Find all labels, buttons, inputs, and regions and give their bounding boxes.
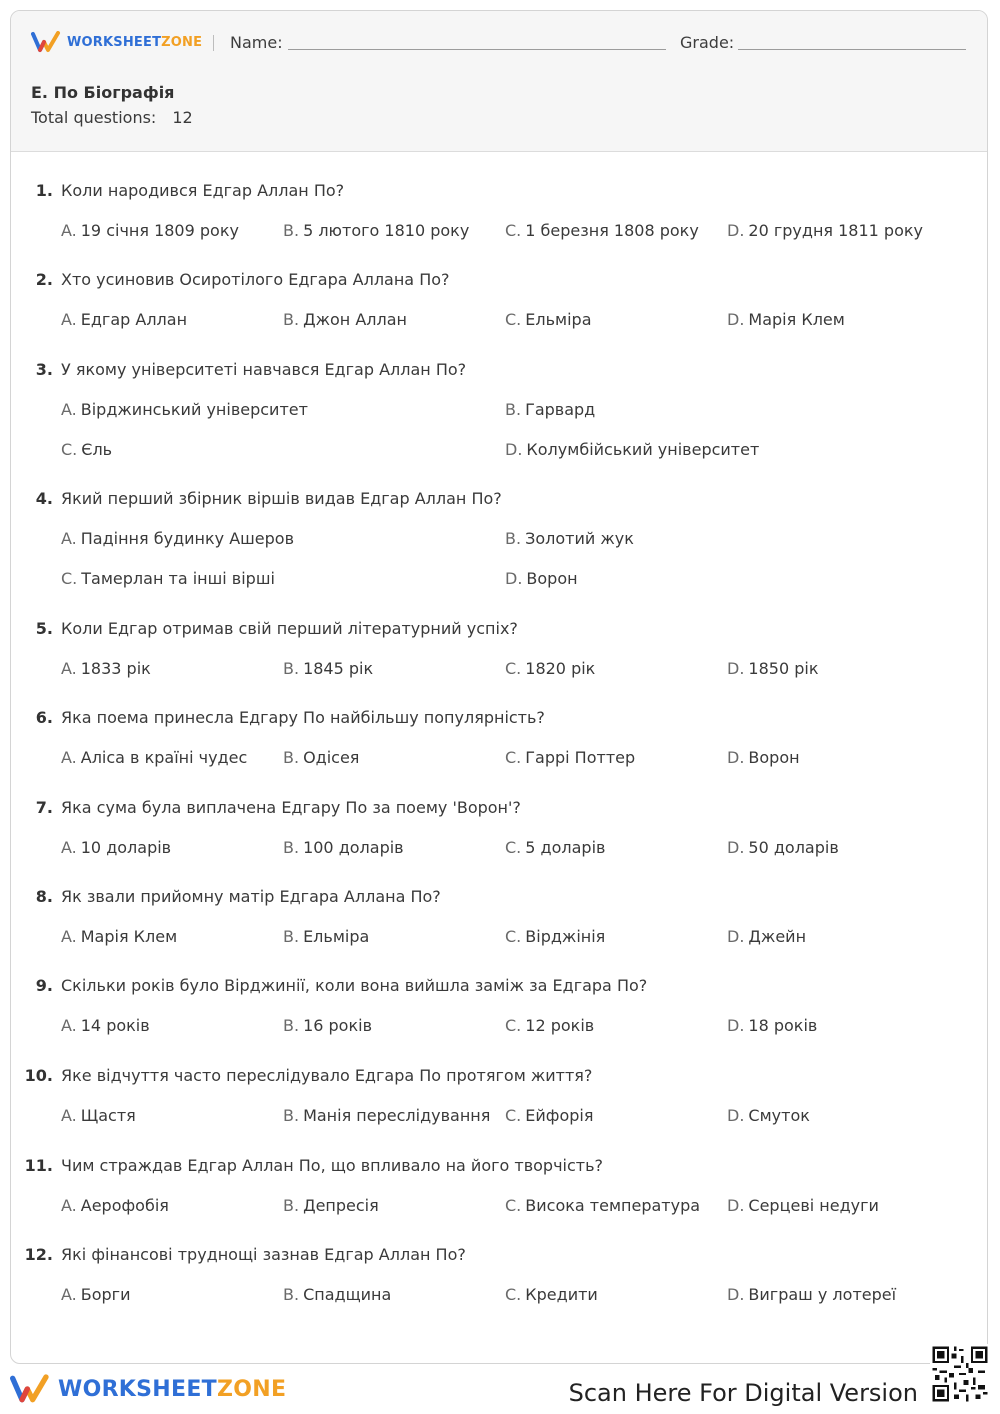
footer-logo (10, 1374, 286, 1404)
answer-option[interactable] (727, 927, 806, 946)
option-letter: C. (61, 569, 78, 588)
answer-option[interactable] (727, 221, 923, 240)
question-number: 8. (35, 887, 53, 906)
question-text: Коли Едгар отримав свій перший літературний успіх? (61, 619, 518, 638)
option-text: Гаррі Поттер (525, 748, 636, 767)
option-letter: A. (61, 748, 77, 767)
option-letter: C. (505, 838, 522, 857)
option-letter: A. (61, 400, 77, 419)
option-text: 50 доларів (748, 838, 839, 857)
option-text: Колумбійський університет (526, 440, 760, 459)
option-text: Спадщина (303, 1285, 392, 1304)
answer-option[interactable] (505, 310, 592, 329)
question-text: Чим страждав Едгар Аллан По, що впливало на його творчість? (61, 1156, 604, 1175)
option-text: Висока температура (525, 1196, 701, 1215)
option-letter: B. (283, 748, 300, 767)
answer-option[interactable] (727, 1196, 879, 1215)
answer-option[interactable] (505, 838, 605, 857)
option-letter: C. (505, 748, 522, 767)
question-text: Яка сума була виплачена Едгару По за поему 'Ворон'? (61, 798, 521, 817)
option-text: Джон Аллан (303, 310, 407, 329)
option-letter: A. (61, 310, 77, 329)
option-letter: D. (505, 440, 523, 459)
option-text: Одісея (303, 748, 360, 767)
brand-worksheet: WORKSHEET (67, 34, 162, 50)
answer-option[interactable] (283, 838, 404, 857)
total-questions-label: Total questions: (31, 108, 157, 127)
option-letter: D. (727, 221, 745, 240)
answer-option[interactable] (61, 1016, 150, 1035)
option-text: Єль (81, 440, 113, 459)
option-letter: A. (61, 1285, 77, 1304)
question-text: Як звали прийомну матір Едгара Аллана По? (61, 887, 441, 906)
option-letter: A. (61, 838, 77, 857)
answer-option[interactable] (61, 310, 187, 329)
option-text: Ворон (526, 569, 578, 588)
answer-option[interactable] (505, 1285, 598, 1304)
option-text: Ельміра (303, 927, 370, 946)
option-text: Падіння будинку Ашеров (80, 529, 295, 548)
option-text: 18 років (748, 1016, 818, 1035)
question-number: 12. (24, 1245, 53, 1264)
option-text: Серцеві недуги (748, 1196, 879, 1215)
header-brand (67, 35, 202, 50)
scan-text: Scan Here For Digital Version (568, 1379, 918, 1407)
worksheetzone-logo-icon (31, 31, 61, 53)
option-letter: A. (61, 1106, 77, 1125)
option-text: 14 років (80, 1016, 150, 1035)
option-letter: D. (727, 1196, 745, 1215)
answer-option[interactable] (505, 1016, 594, 1035)
answer-option[interactable] (61, 221, 239, 240)
answer-option[interactable] (61, 659, 151, 678)
answer-option[interactable] (283, 748, 359, 767)
answer-option[interactable] (505, 1106, 593, 1125)
option-text: Вірджінія (525, 927, 606, 946)
option-text: Гарвард (525, 400, 596, 419)
question-text: Коли народився Едгар Аллан По? (61, 181, 345, 200)
option-letter: B. (283, 1196, 300, 1215)
answer-option[interactable] (505, 440, 759, 459)
option-text: Кредити (525, 1285, 598, 1304)
option-text: Ейфорія (525, 1106, 594, 1125)
option-letter: C. (505, 927, 522, 946)
answer-option[interactable] (727, 1106, 810, 1125)
answer-option[interactable] (61, 1285, 130, 1304)
option-text: Щастя (80, 1106, 136, 1125)
option-text: Джейн (748, 927, 807, 946)
option-text: Виграш у лотереї (748, 1285, 897, 1304)
option-text: 20 грудня 1811 року (748, 221, 923, 240)
option-text: 1850 рік (748, 659, 819, 678)
option-letter: B. (283, 1106, 300, 1125)
option-text: Марія Клем (748, 310, 845, 329)
question-text: Який перший збірник віршів видав Едгар Аллан По? (61, 489, 502, 508)
brand-zone: ZONE (161, 34, 203, 50)
answer-option[interactable] (61, 1196, 169, 1215)
option-letter: D. (727, 927, 745, 946)
option-letter: D. (727, 838, 745, 857)
answer-option[interactable] (505, 569, 578, 588)
option-letter: C. (505, 310, 522, 329)
answer-option[interactable] (283, 927, 369, 946)
grade-label: Grade: (680, 33, 735, 52)
header-logo (31, 31, 202, 53)
option-text: Борги (80, 1285, 131, 1304)
option-letter: D. (727, 659, 745, 678)
answer-option[interactable] (505, 659, 595, 678)
answer-option[interactable] (727, 310, 845, 329)
option-text: Едгар Аллан (80, 310, 188, 329)
answer-option[interactable] (505, 529, 634, 548)
answer-option[interactable] (727, 1285, 896, 1304)
answer-option[interactable] (283, 1016, 372, 1035)
option-letter: C. (505, 1285, 522, 1304)
question-text: Скільки років було Вірджинії, коли вона вийшла заміж за Едгара По? (61, 976, 648, 995)
option-text: Марія Клем (80, 927, 178, 946)
option-letter: B. (283, 659, 300, 678)
answer-option[interactable] (505, 748, 635, 767)
option-letter: D. (727, 310, 745, 329)
answer-option[interactable] (283, 1196, 379, 1215)
option-text: Депресія (303, 1196, 379, 1215)
header-divider (213, 35, 214, 51)
answer-option[interactable] (61, 1106, 136, 1125)
footer-brand (58, 1377, 286, 1402)
grade-field[interactable] (738, 49, 966, 50)
question-text: Які фінансові труднощі зазнав Едгар Аллан По? (61, 1245, 466, 1264)
name-field[interactable] (288, 49, 666, 50)
question-number: 9. (35, 976, 53, 995)
option-text: 10 доларів (80, 838, 172, 857)
option-letter: D. (505, 569, 523, 588)
option-letter: A. (61, 1016, 77, 1035)
question-number: 1. (35, 181, 53, 200)
answer-option[interactable] (61, 927, 177, 946)
option-text: 16 років (303, 1016, 372, 1035)
question-text: У якому університеті навчався Едгар Аллан По? (61, 360, 467, 379)
option-letter: A. (61, 529, 77, 548)
option-text: 1 березня 1808 року (525, 221, 699, 240)
answer-option[interactable] (505, 221, 699, 240)
option-letter: B. (283, 1016, 300, 1035)
option-letter: D. (727, 1016, 745, 1035)
answer-option[interactable] (727, 1016, 817, 1035)
question-text: Яке відчуття часто переслідувало Едгара По протягом життя? (61, 1066, 593, 1085)
option-letter: C. (505, 1196, 522, 1215)
option-text: 5 лютого 1810 року (303, 221, 470, 240)
option-text: Золотий жук (525, 529, 634, 548)
option-text: Аерофобія (80, 1196, 169, 1215)
option-letter: A. (61, 927, 77, 946)
option-letter: C. (505, 659, 522, 678)
answer-option[interactable] (283, 221, 469, 240)
option-letter: D. (727, 748, 745, 767)
option-text: 100 доларів (303, 838, 404, 857)
option-letter: D. (727, 1106, 745, 1125)
question-number: 5. (35, 619, 53, 638)
question-number: 6. (35, 708, 53, 727)
qr-code-icon[interactable] (930, 1344, 990, 1404)
footer-brand-worksheet: WORKSHEET (58, 1376, 217, 1402)
option-text: 12 років (525, 1016, 595, 1035)
option-text: 1820 рік (525, 659, 596, 678)
option-letter: B. (283, 310, 300, 329)
answer-option[interactable] (283, 1106, 490, 1125)
name-label: Name: (230, 33, 283, 52)
option-letter: B. (283, 1285, 300, 1304)
question-number: 3. (35, 360, 53, 379)
answer-option[interactable] (505, 400, 595, 419)
option-text: 1845 рік (303, 659, 374, 678)
answer-option[interactable] (727, 748, 800, 767)
question-number: 11. (24, 1156, 53, 1175)
option-letter: B. (283, 927, 300, 946)
footer-brand-zone: ZONE (216, 1376, 287, 1402)
option-letter: C. (505, 1016, 522, 1035)
total-questions (31, 108, 193, 127)
answer-option[interactable] (505, 927, 605, 946)
option-text: Смуток (748, 1106, 810, 1125)
option-letter: C. (61, 440, 78, 459)
answer-option[interactable] (61, 529, 294, 548)
answer-option[interactable] (61, 748, 247, 767)
answer-option[interactable] (61, 400, 308, 419)
question-number: 7. (35, 798, 53, 817)
option-letter: A. (61, 221, 77, 240)
option-text: Тамерлан та інші вірші (81, 569, 275, 588)
worksheetzone-logo-icon (10, 1374, 50, 1404)
option-letter: B. (283, 221, 300, 240)
answer-option[interactable] (61, 838, 171, 857)
question-text: Хто усиновив Осиротілого Едгара Аллана По? (61, 270, 450, 289)
question-text: Яка поема принесла Едгару По найбільшу популярність? (61, 708, 545, 727)
question-number: 10. (24, 1066, 53, 1085)
answer-option[interactable] (283, 659, 373, 678)
option-letter: C. (505, 1106, 522, 1125)
worksheet-title: Е. По Біографія (31, 83, 175, 102)
answer-option[interactable] (727, 838, 839, 857)
answer-option[interactable] (727, 659, 818, 678)
answer-option[interactable] (505, 1196, 700, 1215)
option-letter: B. (505, 529, 522, 548)
option-letter: C. (505, 221, 522, 240)
answer-option[interactable] (61, 440, 112, 459)
option-text: 1833 рік (80, 659, 151, 678)
option-letter: B. (505, 400, 522, 419)
answer-option[interactable] (283, 1285, 391, 1304)
option-text: 5 доларів (525, 838, 606, 857)
answer-option[interactable] (283, 310, 407, 329)
option-letter: D. (727, 1285, 745, 1304)
option-text: Вірджинський університет (80, 400, 308, 419)
worksheet-card (10, 10, 988, 1364)
total-questions-value: 12 (172, 108, 193, 127)
option-letter: A. (61, 1196, 77, 1215)
option-text: Ельміра (525, 310, 592, 329)
question-number: 2. (35, 270, 53, 289)
option-text: Манія переслідування (303, 1106, 491, 1125)
worksheet-header (11, 11, 987, 152)
answer-option[interactable] (61, 569, 275, 588)
option-letter: B. (283, 838, 300, 857)
option-letter: A. (61, 659, 77, 678)
option-text: Ворон (748, 748, 800, 767)
option-text: 19 січня 1809 року (80, 221, 239, 240)
question-number: 4. (35, 489, 53, 508)
option-text: Аліса в країні чудес (80, 748, 248, 767)
